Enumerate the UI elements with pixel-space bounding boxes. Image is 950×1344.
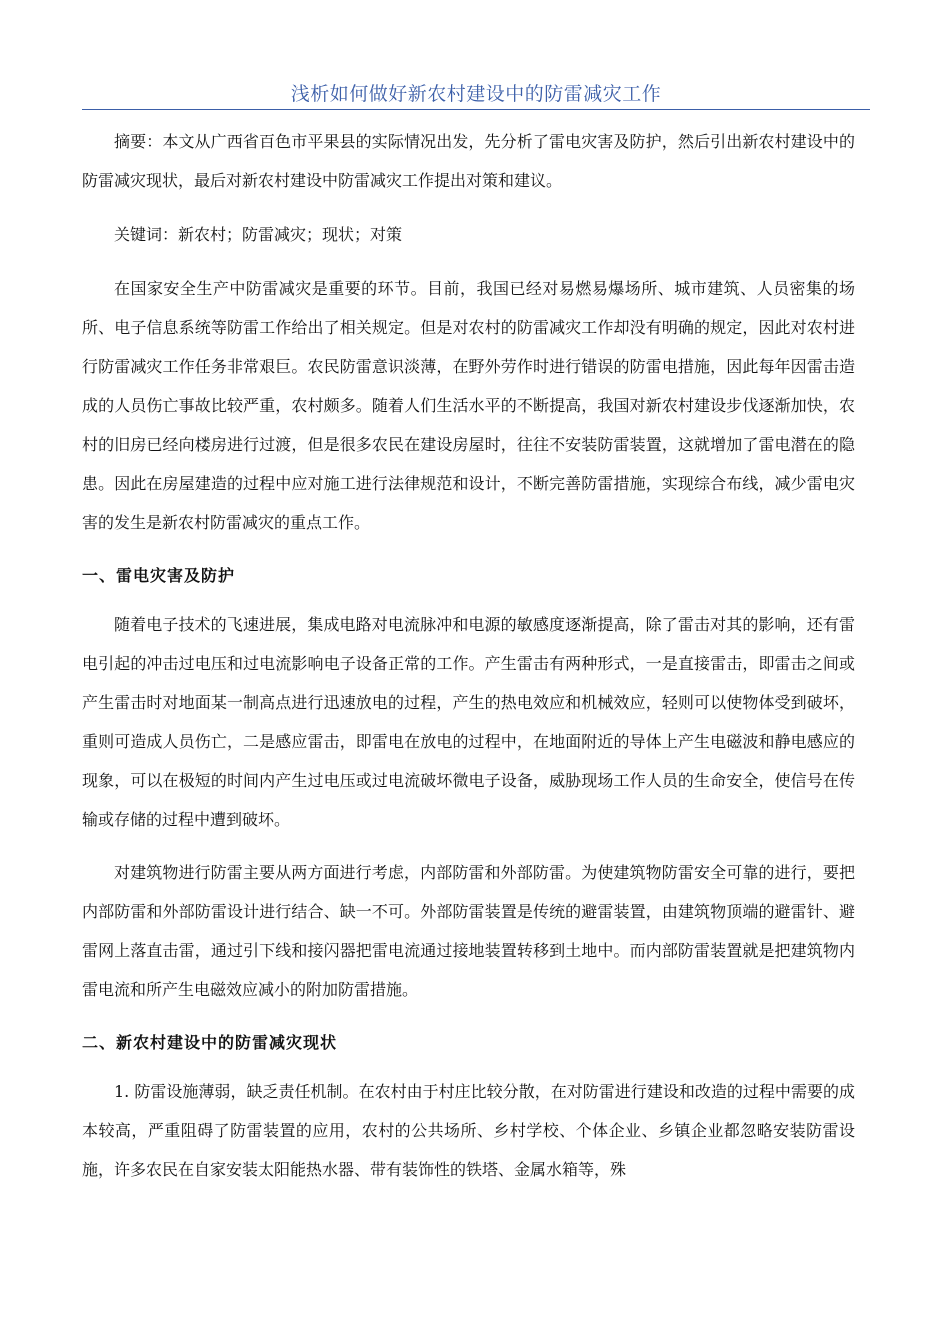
intro-paragraph: 在国家安全生产中防雷减灾是重要的环节。目前，我国已经对易燃易爆场所、城市建筑、人员密集的场所、电子信息系统等防雷工作给出了相关规定。但是对农村的防雷减灾工作却没有明确的规定，因此对农村进行防雷减灾工作任务非常艰巨。农民防雷意识淡薄，在野外劳作时进行错误的防雷电措施，因此每年因雷击造成的人员伤亡事故比较严重，农村颇多。随着人们生活水平的不断提高，我国对新农村建设步伐逐渐加快，农村的旧房已经向楼房进行过渡，但是很多农民在建设房屋时，往往不安装防雷装置，这就增加了雷电潜在的隐患。因此在房屋建造的过程中应对施工进行法律规范和设计，不断完善防雷措施，实现综合布线，减少雷电灾害的发生是新农村防雷减灾的重点工作。 — [82, 279, 855, 532]
title-underline — [82, 109, 870, 110]
section2-paragraph-1: 1. 防雷设施薄弱，缺乏责任机制。在农村由于村庄比较分散，在对防雷进行建设和改造的过程中需要的成本较高，严重阻碍了防雷装置的应用，农村的公共场所、乡村学校、个体企业、乡镇企业都忽略安装防雷设施，许多农民在自家安装太阳能热水器、带有装饰性的铁塔、金属水箱等，殊 — [82, 1082, 855, 1179]
abstract-paragraph: 摘要：本文从广西省百色市平果县的实际情况出发，先分析了雷电灾害及防护，然后引出新农村建设中的防雷减灾现状，最后对新农村建设中防雷减灾工作提出对策和建议。 — [82, 132, 855, 190]
section-heading-1: 一、雷电灾害及防护 — [82, 566, 236, 585]
keywords-paragraph: 关键词：新农村；防雷减灾；现状；对策 — [114, 225, 403, 244]
document-body — [82, 122, 855, 1189]
section-heading-2: 二、新农村建设中的防雷减灾现状 — [82, 1033, 338, 1052]
section1-paragraph-2: 对建筑物进行防雷主要从两方面进行考虑，内部防雷和外部防雷。为使建筑物防雷安全可靠的进行，要把内部防雷和外部防雷设计进行结合、缺一不可。外部防雷装置是传统的避雷装置，由建筑物顶端的避雷针、避雷网上落直击雷，通过引下线和接闪器把雷电流通过接地装置转移到土地中。而内部防雷装置就是把建筑物内雷电流和所产生电磁效应减小的附加防雷措施。 — [82, 863, 855, 999]
page-title: 浅析如何做好新农村建设中的防雷减灾工作 — [290, 83, 662, 105]
section1-paragraph-1: 随着电子技术的飞速进展，集成电路对电流脉冲和电源的敏感度逐渐提高，除了雷击对其的影响，还有雷电引起的冲击过电压和过电流影响电子设备正常的工作。产生雷击有两种形式，一是直接雷击，即雷击之间或产生雷击时对地面某一制高点进行迅速放电的过程，产生的热电效应和机械效应，轻则可以使物体受到破坏，重则可造成人员伤亡，二是感应雷击，即雷电在放电的过程中，在地面附近的导体上产生电磁波和静电感应的现象，可以在极短的时间内产生过电压或过电流破坏微电子设备，威胁现场工作人员的生命安全，使信号在传输或存储的过程中遭到破坏。 — [82, 615, 855, 829]
